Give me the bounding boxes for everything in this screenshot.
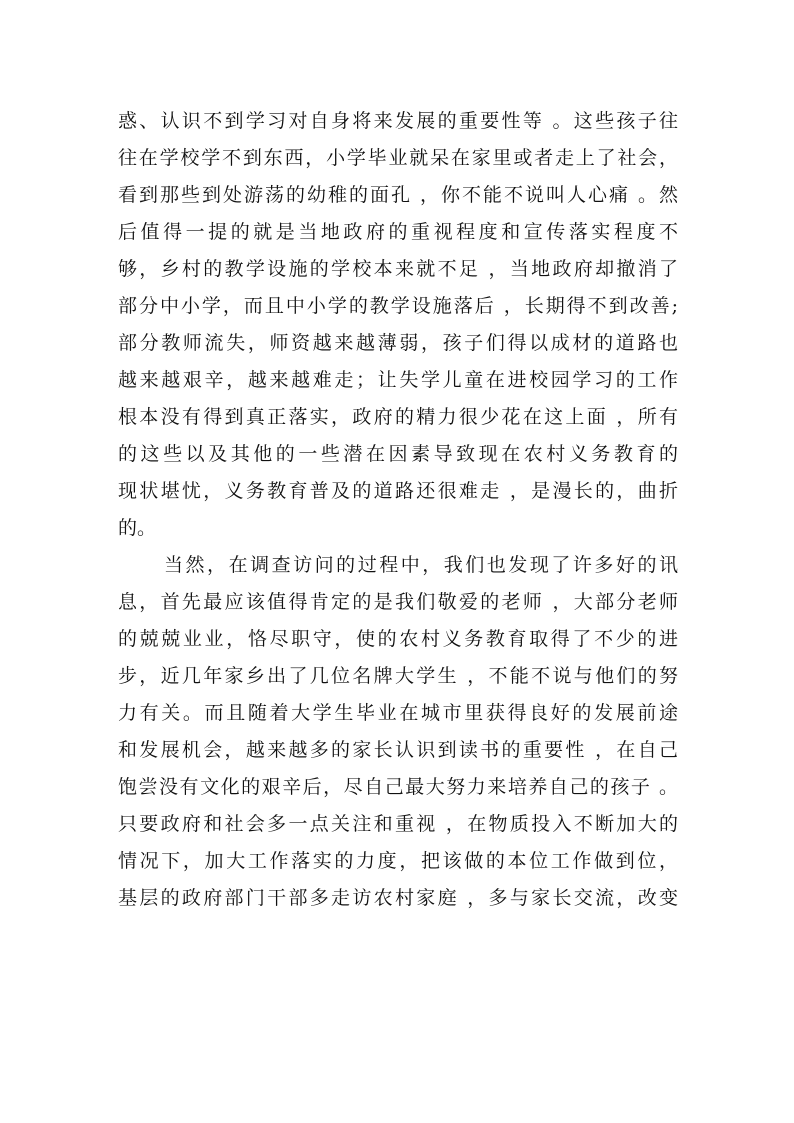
paragraph-line: 的兢兢业业，恪尽职守，使的农村义务教育取得了不少的进 <box>118 628 678 650</box>
paragraph-line: 部分中小学，而且中小学的教学设施落后 ，长期得不到改善; <box>118 295 678 317</box>
paragraph-line: 只要政府和社会多一点关注和重视 ，在物质投入不断加大的 <box>118 813 678 835</box>
paragraph-line: 现状堪忧，义务教育普及的道路还很难走 ，是漫长的，曲折 <box>118 480 678 502</box>
paragraph-line: 的。 <box>118 517 157 539</box>
paragraph-line: 往在学校学不到东西，小学毕业就呆在家里或者走上了社会， <box>118 147 678 169</box>
paragraph-line: 当然，在调查访问的过程中，我们也发现了许多好的讯 <box>164 554 678 576</box>
paragraph-line: 和发展机会，越来越多的家长认识到读书的重要性 ，在自己 <box>118 739 678 761</box>
paragraph-1 <box>118 103 678 547</box>
paragraph-line: 步，近几年家乡出了几位名牌大学生 ，不能不说与他们的努 <box>118 665 678 687</box>
paragraph-line: 惑、认识不到学习对自身将来发展的重要性等 。这些孩子往 <box>118 110 678 132</box>
paragraph-line: 越来越艰辛，越来越难走；让失学儿童在进校园学习的工作 <box>118 369 678 391</box>
paragraph-line: 后值得一提的就是当地政府的重视程度和宣传落实程度不 <box>118 221 678 243</box>
paragraph-line: 看到那些到处游荡的幼稚的面孔 ，你不能不说叫人心痛 。然 <box>118 184 678 206</box>
paragraph-line: 根本没有得到真正落实，政府的精力很少花在这上面 ，所有 <box>118 406 678 428</box>
paragraph-line: 情况下，加大工作落实的力度，把该做的本位工作做到位， <box>118 850 678 872</box>
paragraph-line: 息，首先最应该值得肯定的是我们敬爱的老师 ，大部分老师 <box>118 591 678 613</box>
paragraph-line: 的这些以及其他的一些潜在因素导致现在农村义务教育的 <box>118 443 678 465</box>
paragraph-2 <box>118 547 678 917</box>
paragraph-line: 部分教师流失，师资越来越薄弱，孩子们得以成材的道路也 <box>118 332 678 354</box>
body-text <box>118 103 678 917</box>
paragraph-line: 力有关。而且随着大学生毕业在城市里获得良好的发展前途 <box>118 702 678 724</box>
paragraph-line: 够，乡村的教学设施的学校本来就不足 ，当地政府却撤消了 <box>118 258 678 280</box>
paragraph-line: 基层的政府部门干部多走访农村家庭 ，多与家长交流，改变 <box>118 887 678 909</box>
paragraph-line: 饱尝没有文化的艰辛后，尽自己最大努力来培养自己的孩子 。 <box>118 776 678 798</box>
